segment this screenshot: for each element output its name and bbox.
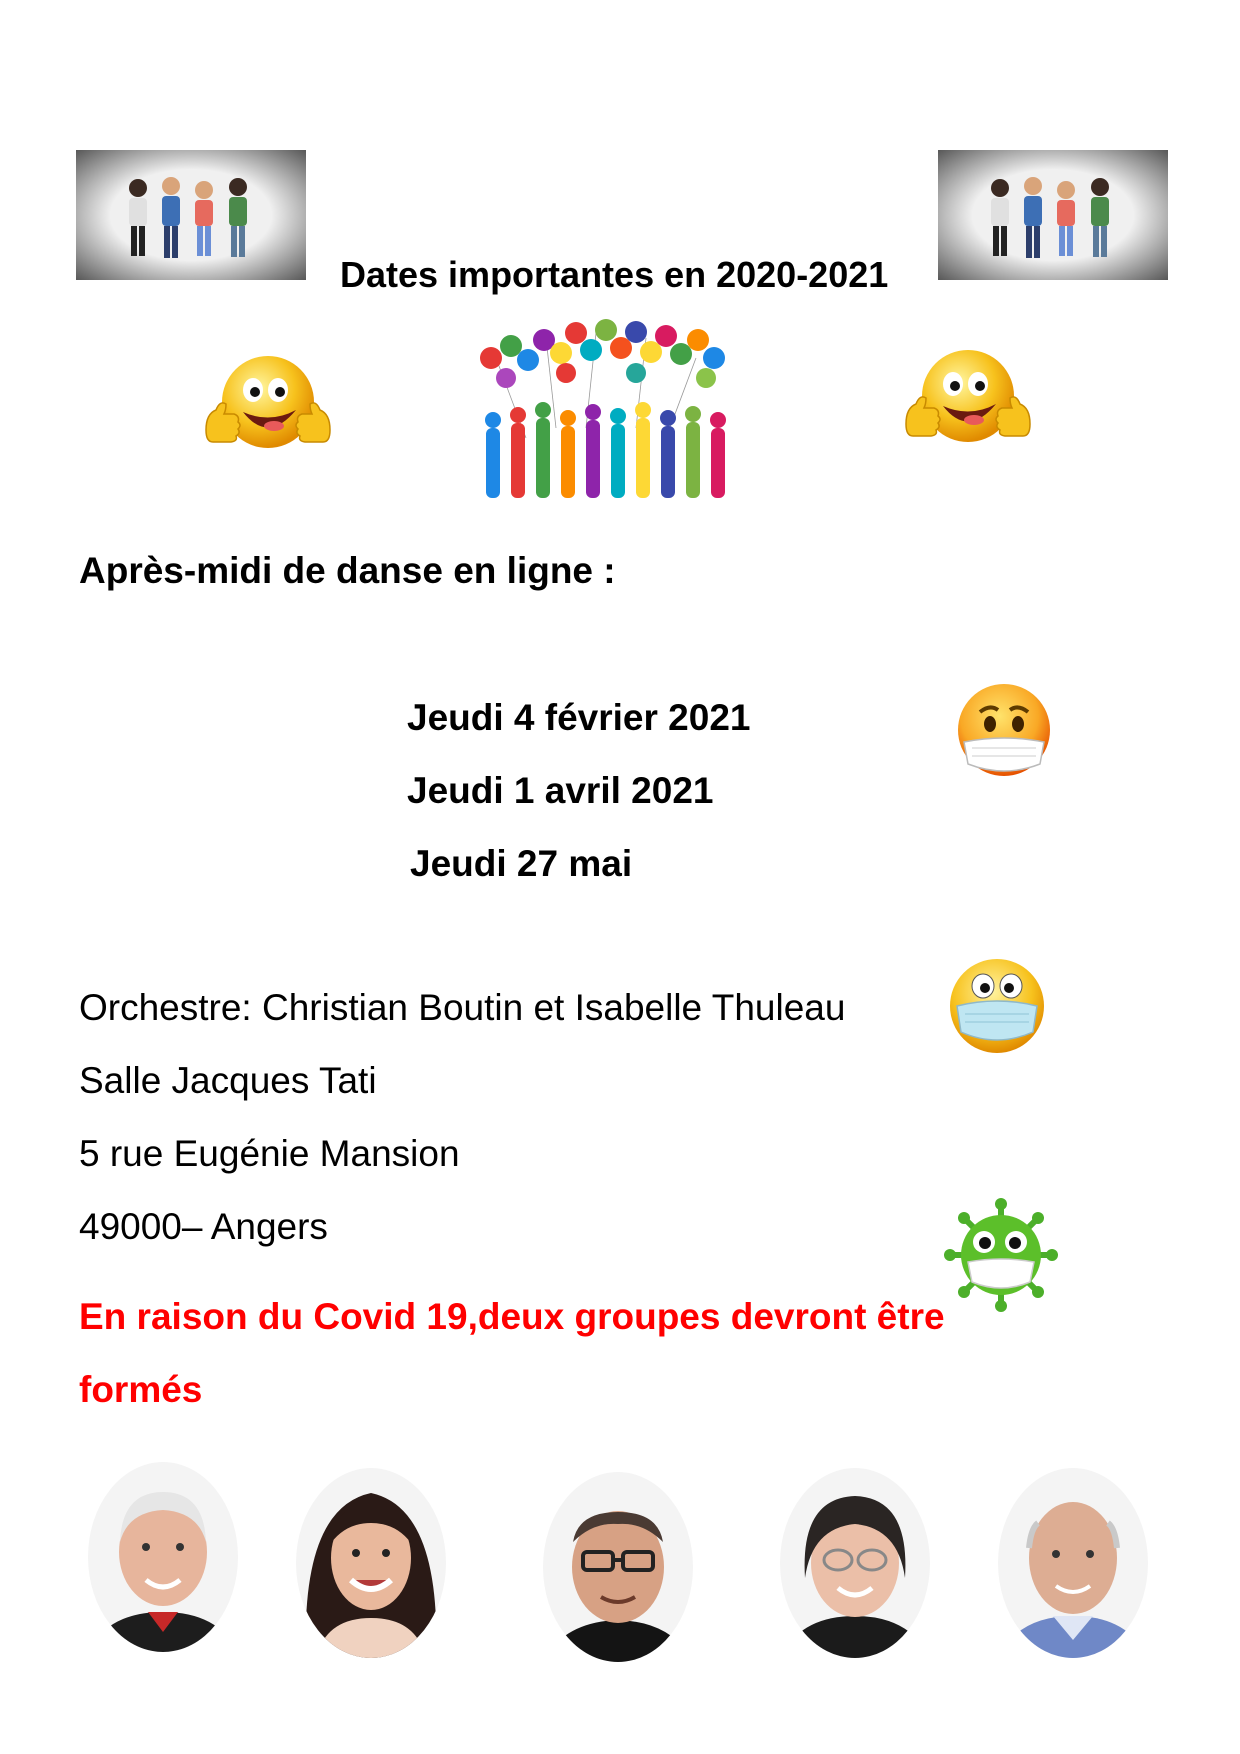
covid-warning-line2: formés xyxy=(79,1369,203,1410)
date-item: Jeudi 1 avril 2021 xyxy=(407,770,714,811)
venue-line: Salle Jacques Tati xyxy=(79,1060,377,1101)
thumbs-up-smiley-icon xyxy=(898,346,1038,461)
portrait-photo xyxy=(296,1468,446,1658)
street-line: 5 rue Eugénie Mansion xyxy=(79,1133,460,1174)
masked-people-image-left xyxy=(76,150,306,280)
date-item: Jeudi 4 février 2021 xyxy=(407,697,751,738)
balloons-party-illustration xyxy=(466,318,746,508)
page-title: Dates importantes en 2020-2021 xyxy=(340,254,889,295)
portrait-photo xyxy=(998,1468,1148,1658)
masked-face-emoji-icon xyxy=(952,682,1057,782)
orchestra-line: Orchestre: Christian Boutin et Isabelle Thuleau xyxy=(79,987,846,1028)
covid-warning xyxy=(79,1280,949,1426)
city-line: 49000– Angers xyxy=(79,1206,328,1247)
masked-face-emoji-icon xyxy=(945,956,1050,1056)
section-heading: Après-midi de danse en ligne : xyxy=(79,550,616,591)
portrait-photo xyxy=(543,1472,693,1662)
virus-emoji-icon xyxy=(944,1198,1059,1313)
thumbs-up-smiley-icon xyxy=(198,352,338,467)
portrait-photo xyxy=(780,1468,930,1658)
covid-warning-line1: En raison du Covid 19,deux groupes devront être xyxy=(79,1296,945,1337)
date-item: Jeudi 27 mai xyxy=(410,843,633,884)
portrait-photo xyxy=(88,1462,238,1652)
masked-people-image-right xyxy=(938,150,1168,280)
